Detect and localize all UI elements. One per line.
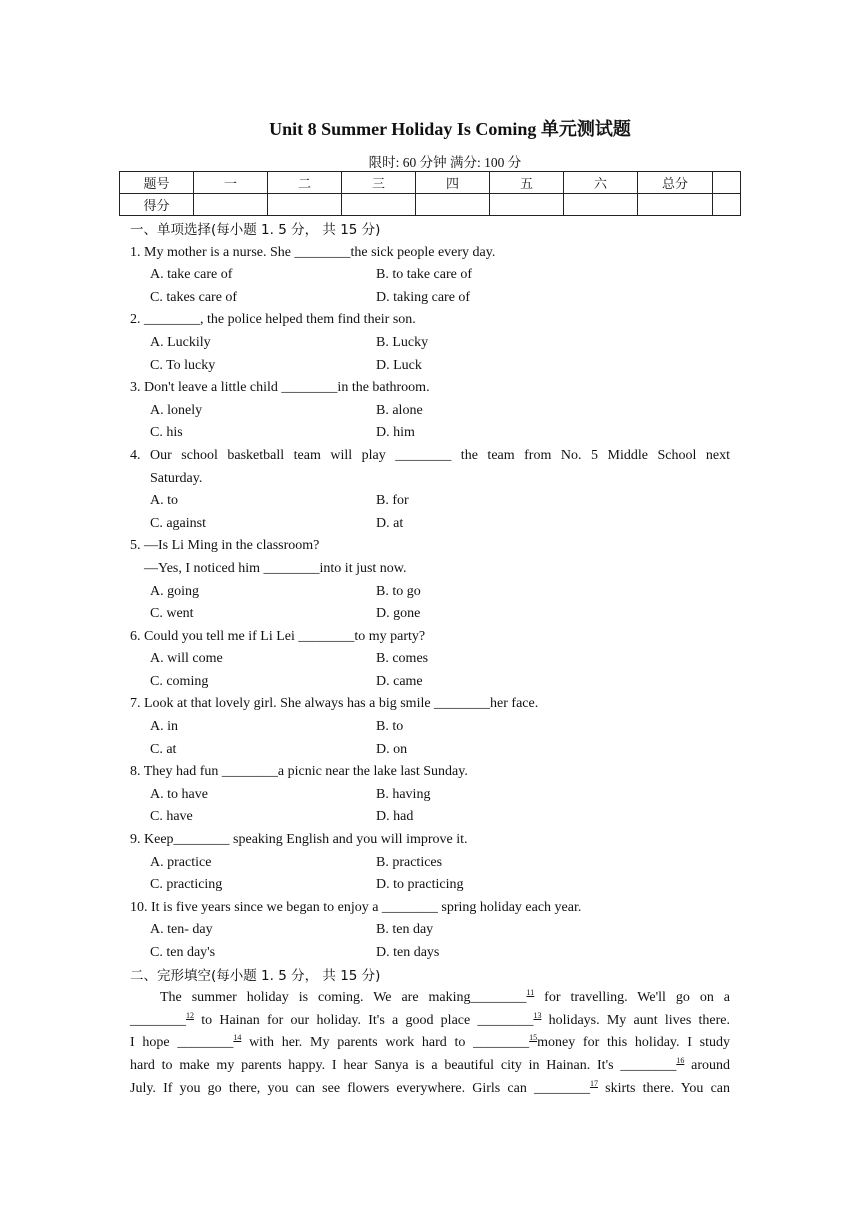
score-table-header-cell: 一 bbox=[194, 172, 268, 194]
option-row bbox=[130, 332, 730, 355]
option-row bbox=[130, 264, 730, 287]
score-cell bbox=[342, 194, 416, 216]
option-b: B. comes bbox=[376, 651, 429, 667]
option-b: B. practices bbox=[376, 854, 443, 870]
passage-line bbox=[130, 1010, 730, 1033]
passage-text: holidays. My aunt lives there. bbox=[541, 1012, 730, 1028]
option-row bbox=[130, 648, 730, 671]
score-cell bbox=[638, 194, 713, 216]
question-stem: 5. —Is Li Ming in the classroom? bbox=[130, 538, 320, 554]
option-a: A. going bbox=[150, 583, 199, 599]
blank-number: 14 bbox=[233, 1033, 242, 1043]
question-stem: 10. It is five years since we began to enjoy a ________ spring holiday each year. bbox=[130, 899, 582, 915]
passage-text: I hope ________ bbox=[130, 1035, 234, 1051]
exam-content bbox=[130, 219, 730, 1100]
score-table-header-cell: 题号 bbox=[120, 172, 194, 194]
question-stem: 6. Could you tell me if Li Lei ________to my party? bbox=[130, 628, 426, 644]
option-a: A. to have bbox=[150, 786, 208, 802]
option-b: B. for bbox=[376, 493, 409, 509]
blank-number: 17 bbox=[589, 1078, 598, 1088]
score-cell bbox=[713, 194, 741, 216]
option-row bbox=[130, 852, 730, 875]
option-row bbox=[130, 603, 730, 626]
question-stem: 7. Look at that lovely girl. She always has a big smile ________her face. bbox=[130, 696, 539, 712]
option-a: A. lonely bbox=[150, 402, 203, 418]
option-a: A. Luckily bbox=[150, 334, 211, 350]
page-title: Unit 8 Summer Holiday Is Coming 单元测试题 bbox=[269, 119, 631, 139]
option-b: B. to bbox=[376, 719, 404, 735]
option-c: C. against bbox=[150, 515, 206, 531]
question-stem-continued: —Yes, I noticed him ________into it just now. bbox=[144, 560, 407, 576]
question-stem: 2. ________, the police helped them find their son. bbox=[130, 312, 416, 328]
passage-text: July. If you go there, you can see flowers everywhere. Girls can ________ bbox=[130, 1080, 590, 1096]
passage-text: with her. My parents work hard to ________ bbox=[241, 1035, 530, 1051]
score-table-header-cell bbox=[713, 172, 741, 194]
score-row-label: 得分 bbox=[120, 194, 194, 216]
passage-text: money for this holiday. I study bbox=[537, 1035, 730, 1051]
question-stem: 4. Our school basketball team will play ________ the team from No. 5 Middle School next bbox=[130, 447, 730, 463]
option-b: B. Lucky bbox=[376, 334, 429, 350]
option-row bbox=[130, 784, 730, 807]
option-row bbox=[130, 671, 730, 694]
passage-text: skirts there. You can bbox=[597, 1080, 730, 1096]
option-c: C. his bbox=[150, 425, 183, 441]
score-cell bbox=[490, 194, 564, 216]
option-d: D. ten days bbox=[376, 945, 440, 960]
question-stem: 8. They had fun ________a picnic near the lake last Sunday. bbox=[130, 764, 468, 780]
question-stem: 9. Keep________ speaking English and you will improve it. bbox=[130, 832, 468, 848]
option-d: D. came bbox=[376, 673, 423, 689]
option-d: D. him bbox=[376, 425, 415, 441]
option-row bbox=[130, 716, 730, 739]
option-d: D. on bbox=[376, 741, 408, 757]
score-table-header-cell: 五 bbox=[490, 172, 564, 194]
option-row bbox=[130, 422, 730, 445]
option-a: A. in bbox=[150, 719, 178, 735]
score-table-header-cell: 总分 bbox=[638, 172, 713, 194]
passage-text: for travelling. We'll go on a bbox=[534, 990, 730, 1006]
option-c: C. To lucky bbox=[150, 357, 216, 373]
passage-text: ________ bbox=[130, 1012, 186, 1028]
passage-line bbox=[130, 1078, 730, 1101]
option-b: B. to go bbox=[376, 583, 421, 599]
passage-text: to Hainan for our holiday. It's a good place ________ bbox=[194, 1012, 534, 1028]
option-a: A. will come bbox=[150, 651, 223, 667]
score-cell bbox=[194, 194, 268, 216]
blank-number: 11 bbox=[526, 988, 535, 998]
option-d: D. Luck bbox=[376, 357, 422, 373]
score-table-header-cell: 三 bbox=[342, 172, 416, 194]
score-table-header-row bbox=[120, 172, 741, 194]
option-row bbox=[130, 919, 730, 942]
passage-text: around bbox=[684, 1057, 730, 1073]
option-b: B. having bbox=[376, 786, 431, 802]
option-row bbox=[130, 581, 730, 604]
score-table-score-row bbox=[120, 194, 741, 216]
option-c: C. takes care of bbox=[150, 289, 238, 305]
option-row bbox=[130, 739, 730, 762]
option-b: B. ten day bbox=[376, 922, 434, 938]
page-subtitle: 限时: 60 分钟 满分: 100 分 bbox=[368, 155, 522, 170]
question-stem: 1. My mother is a nurse. She ________the sick people every day. bbox=[130, 244, 496, 260]
option-row bbox=[130, 806, 730, 829]
score-table-header-cell: 二 bbox=[268, 172, 342, 194]
option-c: C. ten day's bbox=[150, 945, 216, 960]
option-d: D. at bbox=[376, 515, 404, 531]
passage-line bbox=[130, 1055, 730, 1078]
blank-number: 13 bbox=[533, 1010, 542, 1020]
option-row bbox=[130, 400, 730, 423]
score-cell bbox=[564, 194, 638, 216]
section-heading: 二、完形填空(每小题 1. 5 分， 共 15 分) bbox=[130, 967, 381, 984]
option-b: B. to take care of bbox=[376, 267, 473, 283]
option-a: A. ten- day bbox=[150, 922, 213, 938]
blank-number: 15 bbox=[529, 1033, 538, 1043]
score-table-header-cell: 四 bbox=[416, 172, 490, 194]
option-d: D. taking care of bbox=[376, 289, 471, 305]
option-d: D. gone bbox=[376, 606, 421, 622]
option-c: C. at bbox=[150, 741, 177, 757]
option-a: A. take care of bbox=[150, 267, 233, 283]
option-c: C. practicing bbox=[150, 877, 223, 893]
passage-text: The summer holiday is coming. We are making________ bbox=[160, 990, 527, 1006]
option-row bbox=[130, 513, 730, 536]
passage-line bbox=[130, 987, 730, 1010]
blank-number: 16 bbox=[676, 1055, 685, 1065]
option-row bbox=[130, 490, 730, 513]
option-c: C. coming bbox=[150, 673, 209, 689]
option-d: D. had bbox=[376, 809, 414, 825]
option-c: C. went bbox=[150, 606, 194, 622]
score-table-header-cell: 六 bbox=[564, 172, 638, 194]
option-c: C. have bbox=[150, 809, 193, 825]
option-row bbox=[130, 942, 730, 965]
option-d: D. to practicing bbox=[376, 877, 464, 893]
option-a: A. to bbox=[150, 493, 178, 509]
option-b: B. alone bbox=[376, 402, 423, 418]
passage-text: hard to make my parents happy. I hear Sanya is a beautiful city in Hainan. It's ________ bbox=[130, 1057, 677, 1073]
question-stem: 3. Don't leave a little child ________in the bathroom. bbox=[130, 380, 430, 396]
option-row bbox=[130, 355, 730, 378]
question-stem-continued: Saturday. bbox=[150, 470, 203, 486]
option-row bbox=[130, 287, 730, 310]
blank-number: 12 bbox=[186, 1010, 194, 1020]
option-row bbox=[130, 874, 730, 897]
score-cell bbox=[268, 194, 342, 216]
score-cell bbox=[416, 194, 490, 216]
passage-line bbox=[130, 1032, 730, 1055]
option-a: A. practice bbox=[150, 854, 212, 870]
section-heading: 一、单项选择(每小题 1. 5 分， 共 15 分) bbox=[130, 222, 381, 238]
score-table bbox=[119, 171, 741, 216]
